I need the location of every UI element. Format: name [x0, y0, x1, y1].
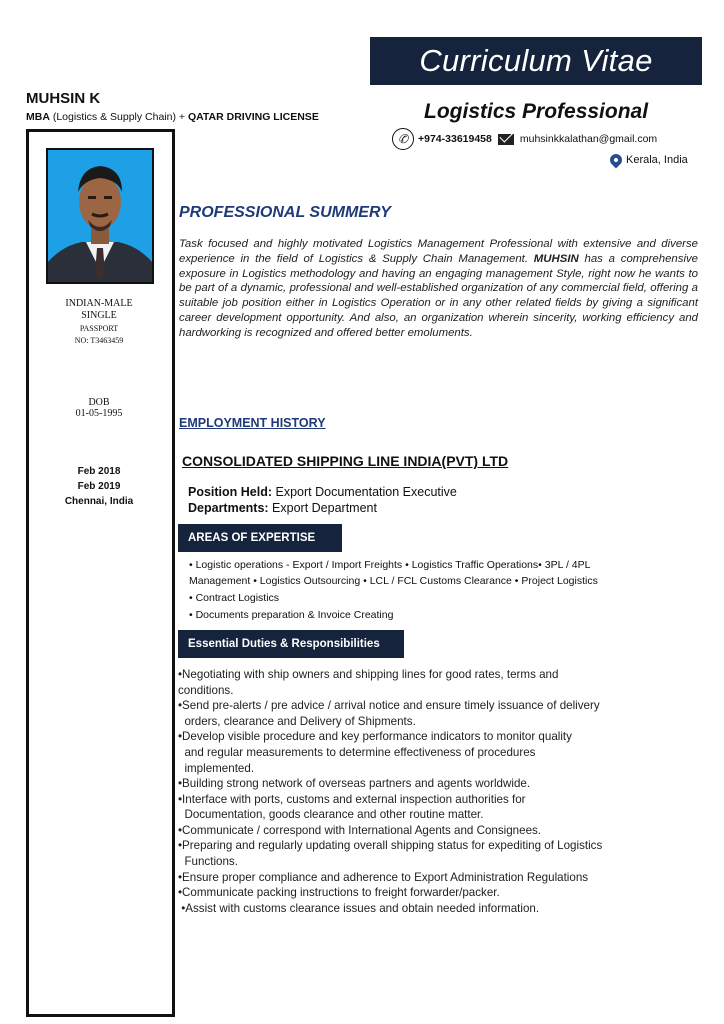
- contact-row: [392, 128, 657, 150]
- duty-line: orders, clearance and Delivery of Shipments.: [178, 715, 416, 728]
- mail-icon: [498, 134, 514, 145]
- location-row: [610, 154, 688, 166]
- license-text: QATAR DRIVING LICENSE: [187, 111, 319, 123]
- summary-text-before: Task focused and highly motivated Logistics Management Professional with extensive and diverse experience in the field of Logistics & Supply Chain Management.: [179, 238, 698, 265]
- duty-line: •Develop visible procedure and key performance indicators to monitor quality: [178, 730, 572, 743]
- expertise-line: • Documents preparation & Invoice Creating: [189, 609, 394, 621]
- degree-bold: MBA: [26, 111, 50, 123]
- degree-line: [26, 111, 319, 123]
- duty-line: •Assist with customs clearance issues and obtain needed information.: [178, 902, 540, 915]
- duty-line: •Communicate / correspond with International Agents and Consignees.: [178, 824, 542, 837]
- expertise-line: Management • Logistics Outsourcing • LCL / FCL Customs Clearance • Project Logistics: [189, 575, 598, 587]
- degree-rest: (Logistics & Supply Chain) +: [49, 111, 188, 123]
- employment-location: Chennai, India: [64, 496, 134, 507]
- duty-line: implemented.: [178, 762, 255, 775]
- duty-line: •Negotiating with ship owners and shipping lines for good rates, terms and: [178, 668, 559, 681]
- dob-value: 01-05-1995: [75, 408, 123, 419]
- department-line: [188, 501, 377, 515]
- duty-line: •Communicate packing instructions to freight forwarder/packer.: [178, 886, 500, 899]
- location-text: Kerala, India: [626, 154, 688, 166]
- position-label: Position Held:: [188, 485, 273, 499]
- duty-line: •Interface with ports, customs and external inspection authorities for: [178, 793, 526, 806]
- duty-line: Functions.: [178, 855, 238, 868]
- summary-text-after: has a comprehensive exposure in Logistics methodology and having an engaging management Style, right now he wants to be part of a dynamic, professional and well-established organization of any commercial field, offering a suitable job position either in Logistics Operation or in any other related fields by giving a significant career development opportunity. And also, an organization wherein sincerity, working efficiency and hardworking is recognized and offered better emoluments.: [179, 252, 699, 339]
- role-title: Logistics Professional: [424, 100, 649, 123]
- company-name: CONSOLIDATED SHIPPING LINE INDIA(PVT) LTD: [182, 453, 509, 469]
- duty-line: Documentation, goods clearance and other routine matter.: [178, 808, 484, 821]
- profile-photo: [46, 148, 154, 284]
- candidate-name: MUHSIN K: [26, 90, 101, 107]
- dob-label: DOB: [88, 397, 110, 408]
- duty-line: •Send pre-alerts / pre advice / arrival notice and ensure timely issuance of delivery: [178, 699, 600, 712]
- duty-line: and regular measurements to determine effectiveness of procedures: [178, 746, 536, 759]
- position-value: Export Documentation Executive: [272, 485, 457, 499]
- duty-line: conditions.: [178, 684, 234, 697]
- department-value: Export Department: [268, 501, 377, 515]
- profile-photo-illustration: [48, 150, 152, 282]
- marital-status: SINGLE: [81, 310, 117, 321]
- expertise-heading: AREAS OF EXPERTISE: [178, 524, 342, 552]
- duty-line: •Ensure proper compliance and adherence to Export Administration Regulations: [178, 871, 589, 884]
- duty-line: •Building strong network of overseas partners and agents worldwide.: [178, 777, 531, 790]
- summary-text: [179, 237, 698, 341]
- duties-heading: Essential Duties & Responsibilities: [178, 630, 404, 658]
- employment-heading: EMPLOYMENT HISTORY: [179, 416, 326, 430]
- passport-number: NO: T3463459: [74, 336, 124, 345]
- phone-number: +974-33619458: [418, 133, 492, 145]
- cv-banner: Curriculum Vitae: [370, 37, 702, 85]
- employment-start-date: Feb 2018: [77, 466, 121, 477]
- nationality-gender: INDIAN-MALE: [65, 298, 133, 309]
- email-address: muhsinkkalathan@gmail.com: [519, 133, 658, 145]
- summary-heading: PROFESSIONAL SUMMERY: [179, 204, 391, 221]
- duty-line: •Preparing and regularly updating overall shipping status for expediting of Logistics: [178, 839, 603, 852]
- department-label: Departments:: [188, 501, 269, 515]
- passport-label: PASSPORT: [79, 324, 119, 333]
- expertise-line: • Contract Logistics: [189, 592, 280, 604]
- employment-end-date: Feb 2019: [77, 481, 121, 492]
- expertise-line: • Logistic operations - Export / Import Freights • Logistics Traffic Operations• 3PL / 4PL: [189, 559, 591, 571]
- location-pin-icon: [608, 152, 625, 169]
- phone-icon: ✆: [392, 128, 414, 150]
- position-line: [188, 485, 457, 499]
- summary-name-bold: MUHSIN: [533, 252, 579, 265]
